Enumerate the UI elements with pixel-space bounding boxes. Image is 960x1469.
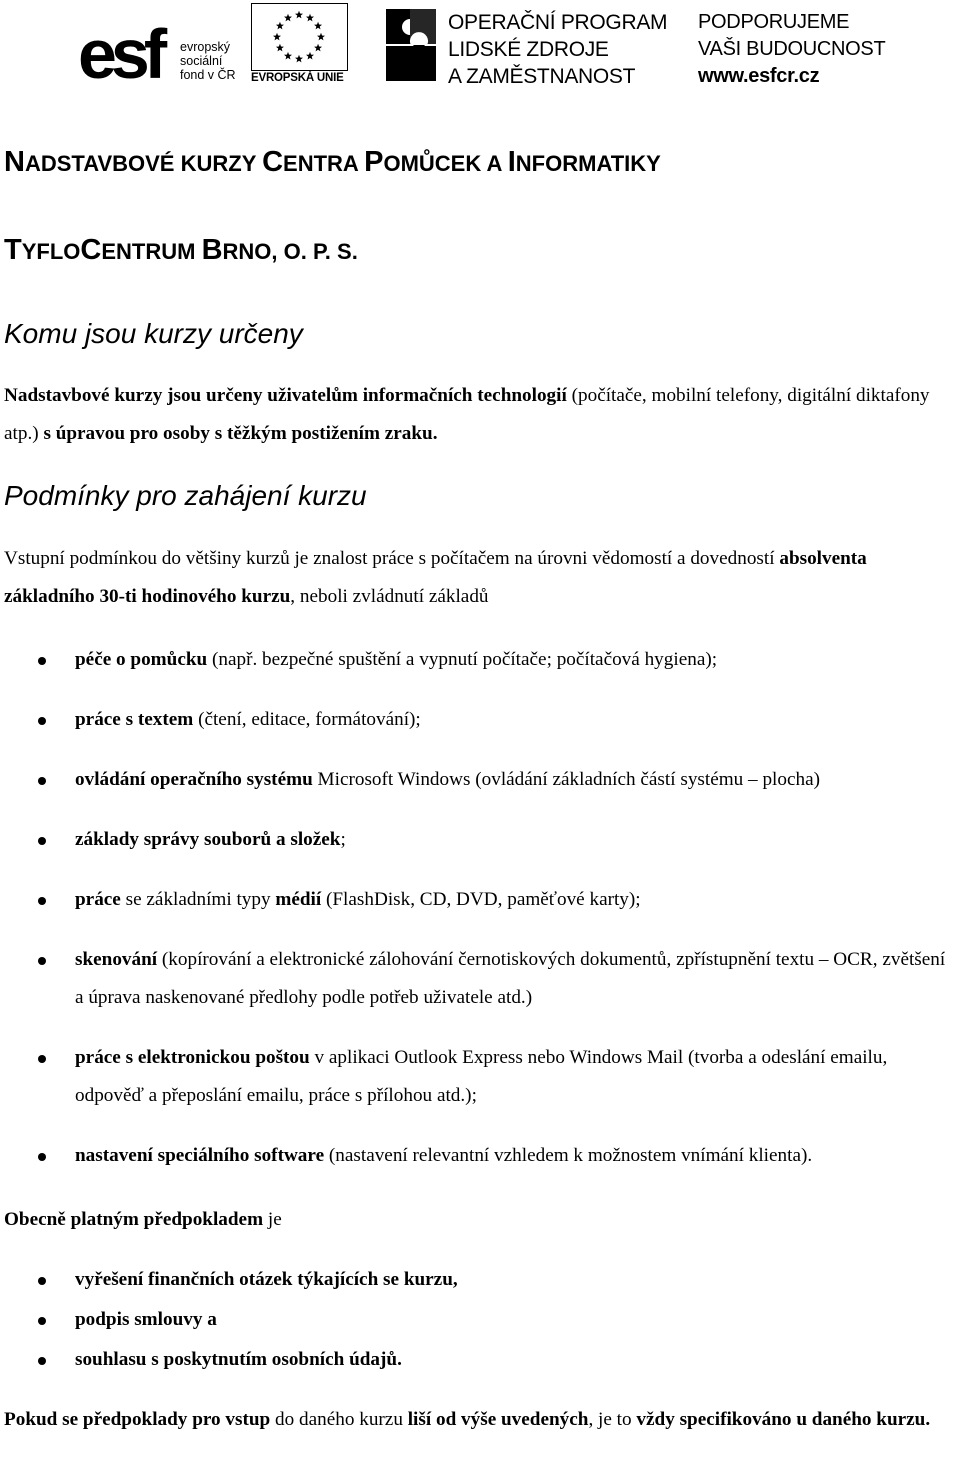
- support-website: www.esfcr.cz: [698, 65, 820, 87]
- title-text: OMŮCEK A: [383, 151, 508, 176]
- eu-star-icon: [295, 55, 303, 63]
- eu-flag-icon: [251, 3, 348, 71]
- eu-star-icon: [306, 14, 314, 22]
- list-item: skenování (kopírování a elektronické zálohování černotiskových dokumentů, zpřístupnění textu – OCR, zvětšení a úprava naskenované předlohy podle potřeb uživatele atd.): [0, 941, 960, 1017]
- title-initial: N: [4, 146, 25, 178]
- title-text: RNO, O. P. S.: [222, 239, 358, 264]
- bullet-icon: [38, 1277, 46, 1285]
- bullet-icon: [38, 1055, 46, 1063]
- eu-star-icon: [276, 44, 284, 52]
- eu-star-icon: [273, 33, 281, 41]
- title-text: ADSTAVBOVÉ KURZY: [24, 151, 263, 176]
- title-initial: C: [80, 234, 102, 266]
- eu-star-icon: [284, 14, 292, 22]
- heading-start-conditions: Podmínky pro zahájení kurzu: [4, 480, 367, 511]
- title-initial: I: [507, 146, 516, 178]
- list-item: ovládání operačního systému Microsoft Windows (ovládání základních částí systému – plocha): [0, 761, 960, 799]
- list-item: nastavení speciálního software (nastavení relevantní vzhledem k možnostem vnímání klienta).: [0, 1137, 960, 1175]
- list-item: podpis smlouvy a: [0, 1301, 960, 1339]
- svg-text:esf: esf: [78, 15, 162, 86]
- title-initial: C: [262, 146, 284, 178]
- eu-star-icon: [295, 11, 303, 19]
- esf-logo-icon: [78, 6, 173, 86]
- esf-logo-text: evropský sociální fond v ČR: [180, 40, 236, 82]
- eu-star-icon: [284, 52, 292, 60]
- title-line-1: [4, 146, 661, 179]
- title-line-2: [4, 234, 358, 267]
- paragraph-target-audience: Nadstavbové kurzy jsou určeny uživatelům informačních technologií (počítače, mobilní telefony, digitální diktafony atp.) s úpravou pro osoby s těžkým postižením zraku.: [4, 385, 930, 444]
- eu-star-icon: [314, 22, 322, 30]
- list-item: souhlasu s poskytnutím osobních údajů.: [0, 1341, 960, 1379]
- list-item: práce s textem (čtení, editace, formátování);: [0, 701, 960, 739]
- bullet-icon: [38, 657, 46, 665]
- paragraph-start-conditions: Vstupní podmínkou do většiny kurzů je znalost práce s počítačem na úrovni vědomostí a dovedností absolventa základního 30-ti hodinového kurzu, neboli zvládnutí základů: [4, 548, 867, 607]
- bullet-icon: [38, 717, 46, 725]
- puzzle-icon: [382, 5, 440, 85]
- op-program-name: OPERAČNÍ PROGRAM LIDSKÉ ZDROJE A ZAMĚSTNANOST: [448, 11, 668, 88]
- bullet-icon: [38, 1357, 46, 1365]
- list-item: práce s elektronickou poštou v aplikaci Outlook Express nebo Windows Mail (tvorba a odeslání emailu, odpověď a přeposlání emailu, práce s přílohou atd.);: [0, 1039, 960, 1115]
- title-initial: B: [201, 234, 223, 266]
- closing-paragraph: Pokud se předpoklady pro vstup do daného kurzu liší od výše uvedených, je to vždy specifikováno u daného kurzu.: [4, 1409, 931, 1430]
- support-slogan: PODPORUJEME VAŠI BUDOUCNOST www.esfcr.cz: [698, 9, 885, 90]
- bullet-icon: [38, 1153, 46, 1161]
- list-item: vyřešení finančních otázek týkajících se kurzu,: [0, 1261, 960, 1299]
- skills-list: [0, 641, 960, 1175]
- list-item: péče o pomůcku (např. bezpečné spuštění a vypnutí počítače; počítačová hygiena);: [0, 641, 960, 679]
- general-prerequisite-lead: Obecně platným předpokladem je: [4, 1209, 282, 1230]
- eu-star-icon: [306, 52, 314, 60]
- eu-star-icon: [317, 33, 325, 41]
- title-text: YFLO: [21, 239, 81, 264]
- title-text: NFORMATIKY: [515, 151, 661, 176]
- title-text: ENTRA: [283, 151, 365, 176]
- heading-target-audience: Komu jsou kurzy určeny: [4, 318, 303, 349]
- list-item: základy správy souborů a složek;: [0, 821, 960, 859]
- bullet-icon: [38, 897, 46, 905]
- bullet-icon: [38, 837, 46, 845]
- bullet-icon: [38, 957, 46, 965]
- title-initial: P: [364, 146, 384, 178]
- bullet-icon: [38, 1317, 46, 1325]
- eu-star-icon: [314, 44, 322, 52]
- prerequisites-list: [0, 1261, 960, 1379]
- eu-caption: EVROPSKÁ UNIE: [251, 72, 344, 84]
- bullet-icon: [38, 777, 46, 785]
- title-initial: T: [4, 234, 22, 266]
- header-logos: [0, 0, 960, 100]
- list-item: práce se základními typy médií (FlashDisk, CD, DVD, paměťové karty);: [0, 881, 960, 919]
- eu-star-icon: [276, 22, 284, 30]
- title-text: ENTRUM: [101, 239, 202, 264]
